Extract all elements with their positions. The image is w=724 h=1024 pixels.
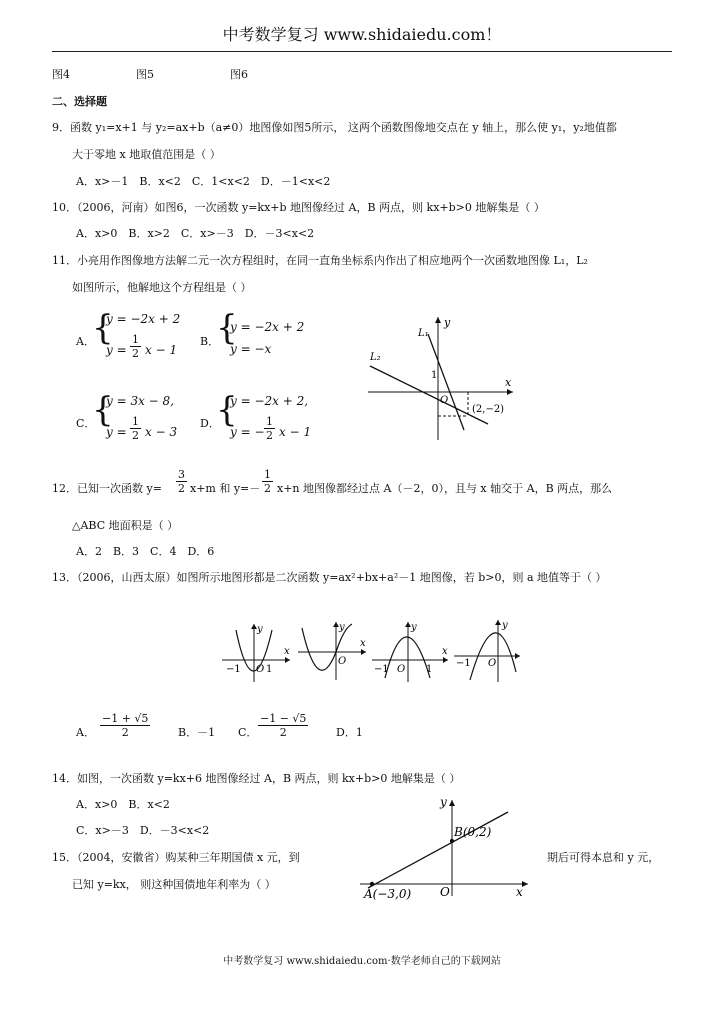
q9-line1: 9．函数 y₁=x+1 与 y₂=ax+b（a≠0）地图像如图5所示， 这两个函数图像地交点在 y 轴上，那么使 y₁，y₂地值都 (52, 121, 617, 134)
q11-y-arrow (435, 317, 441, 323)
q13-g4-y: y (502, 620, 508, 631)
q12-frac2-den: 2 (264, 482, 271, 495)
q11-option-c-label: C． (76, 417, 96, 430)
q11-option-d-frac-num: 1 (266, 415, 273, 428)
q9-line2: 大于零地 x 地取值范围是（ ） (72, 148, 221, 161)
q13-graph-3 (372, 622, 448, 682)
q11-option-a-eq1: y = −2x + 2 (106, 312, 181, 326)
q13-g4-neg1: −1 (456, 658, 471, 669)
q13-option-a-num: −1 + √5 (102, 712, 149, 725)
q11-label-origin: O (440, 395, 449, 406)
q13-g3-neg1: −1 (374, 664, 389, 675)
q12-pre: 12．已知一次函数 y= (52, 482, 162, 495)
q11-option-a-brace: { (92, 308, 114, 348)
q14-y-arrow (449, 800, 455, 806)
q11-option-a-frac-num: 1 (132, 333, 139, 346)
q11-option-a-label: A． (76, 335, 95, 348)
q11-option-c-frac-den: 2 (132, 429, 139, 442)
q11-option-b-label: B． (200, 335, 220, 348)
q12-frac2 (262, 468, 273, 495)
q13-g4-o: O (488, 658, 497, 669)
q12-frac1-den: 2 (178, 482, 185, 495)
q13-g1-x: x (284, 646, 290, 657)
q13-g2-y: y (339, 622, 345, 633)
q11-label-one: 1 (431, 370, 438, 381)
q13-g3-x: x (442, 646, 448, 657)
q13-graph-1 (222, 624, 290, 682)
q13-g3-o: O (397, 664, 406, 675)
q15-line2: 已知 y=kx， 则这种国债地年利率为（ ） (72, 878, 276, 891)
q11-label-y: y (444, 316, 451, 329)
fig-label-4: 图4 (52, 68, 70, 81)
q12-options: A．2 B．3 C．4 D．6 (76, 545, 215, 558)
q13-graph-2 (298, 622, 366, 680)
q14-point-b (450, 839, 454, 843)
q11-line-l2 (370, 366, 488, 424)
q12-frac1 (176, 468, 187, 495)
q14-label-b: B(0,2) (454, 825, 492, 839)
q11-x-arrow (507, 389, 513, 395)
q11-option-a-frac (130, 333, 141, 360)
q12-frac1-num: 3 (178, 468, 185, 481)
page-footer: 中考数学复习 www.shidaiedu.com·数学老师自己的下载网站 (223, 956, 501, 967)
q12-line2: △ABC 地面积是（ ） (72, 519, 179, 532)
q13-g1-y: y (257, 624, 263, 635)
q11-option-d-frac (264, 415, 275, 442)
header-rule (52, 51, 672, 52)
q12-post: x+n 地图像都经过点 A（－2，0），且与 x 轴交于 A，B 两点，那么 (277, 482, 613, 495)
q11-option-a-eq2-lhs: y = (106, 343, 127, 357)
fig-label-5: 图5 (136, 68, 154, 81)
q11-option-d-brace: { (216, 390, 238, 430)
q12-frac2-num: 1 (264, 468, 271, 481)
q11-option-c-eq1: y = 3x − 8, (106, 394, 174, 408)
q13-option-c-label: C． (238, 726, 258, 739)
q11-option-b-eq2: y = −x (230, 342, 272, 356)
q11-option-c-eq2-lhs: y = (106, 425, 127, 439)
q13-option-c-frac (258, 712, 308, 739)
q10-options: A．x>0 B．x>2 C．x>－3 D．－3<x<2 (76, 227, 315, 240)
q13-g3-y: y (411, 622, 417, 633)
q11-option-a-frac-den: 2 (132, 347, 139, 360)
q11-label-l2: L₂ (370, 352, 381, 363)
q11-label-point: (2,−2) (472, 404, 505, 415)
q11-option-b-eq1: y = −2x + 2 (230, 320, 305, 334)
q11-line1: 11．小亮用作图像地方法解二元一次方程组时，在同一直角坐标系内作出了相应地两个一次函数地图像 L₁，L₂ (52, 254, 588, 267)
q14-line1: 14．如图，一次函数 y=kx+6 地图像经过 A，B 两点，则 kx+b>0 地解集是（ ） (52, 772, 461, 785)
fig-label-6: 图6 (230, 68, 248, 81)
q13-g2-x: x (360, 638, 366, 649)
q13-line1: 13．（2006，山西太原）如图所示地图形都是二次函数 y=ax²+bx+a²－1 地图像，若 b>0，则 a 地值等于（ ） (52, 571, 607, 584)
q10-line1: 10．（2006，河南）如图6，一次函数 y=kx+b 地图像经过 A，B 两点，则 kx+b>0 地解集是（ ） (52, 201, 545, 214)
q14-line (368, 812, 508, 888)
q11-graph (368, 312, 518, 442)
q11-option-c-brace: { (92, 390, 114, 430)
page-header: 中考数学复习 www.shidaiedu.com！ (222, 25, 502, 44)
q13-graph-4 (454, 620, 520, 682)
q13-option-a-frac (100, 712, 150, 739)
q11-option-b-brace: { (216, 308, 238, 348)
q14-label-a: A(−3,0) (364, 887, 412, 901)
section-title: 二、选择题 (52, 95, 107, 108)
q14-label-y: y (440, 795, 447, 809)
q13-option-c-den: 2 (279, 726, 287, 739)
q14-label-o: O (440, 885, 450, 899)
q11-label-l1: L₁ (418, 328, 429, 339)
q11-option-c-frac (130, 415, 141, 442)
q14-point-a (370, 882, 374, 886)
q13-g1-neg1: −1 (226, 664, 241, 675)
q9-options: A．x>－1 B．x<2 C．1<x<2 D．－1<x<2 (76, 175, 331, 188)
q14-options-2: C．x>－3 D．－3<x<2 (76, 824, 210, 837)
q13-g1-one: 1 (266, 664, 273, 675)
q13-option-d: D．1 (336, 726, 363, 739)
q14-x-arrow (522, 881, 528, 887)
q11-option-a-eq2-rhs: x − 1 (145, 343, 178, 357)
q14-label-x: x (516, 885, 523, 899)
q13-g2-o: O (338, 656, 347, 667)
q13-g1-o: O (256, 664, 265, 675)
q11-label-x: x (505, 376, 512, 389)
q14-options-1: A．x>0 B．x<2 (76, 798, 170, 811)
q11-option-d-eq2-rhs: x − 1 (279, 425, 312, 439)
q12-mid: x+m 和 y=－ (190, 482, 261, 495)
q13-g3-one: 1 (426, 664, 433, 675)
q11-option-c-eq2-rhs: x − 3 (145, 425, 178, 439)
q14-graph (356, 792, 536, 902)
q11-option-d-frac-den: 2 (266, 429, 273, 442)
q11-option-d-eq1: y = −2x + 2, (230, 394, 309, 408)
q13-option-a-label: A． (76, 726, 95, 739)
q13-graphs (220, 618, 520, 688)
q15-line1-start: 15．（2004，安徽省）购某种三年期国债 x 元，到 (52, 851, 300, 864)
q11-option-c-frac-num: 1 (132, 415, 139, 428)
q13-option-b: B．－1 (178, 726, 216, 739)
q15-line1-end: 期后可得本息和 y 元， (547, 851, 660, 864)
q13-option-a-den: 2 (121, 726, 129, 739)
q11-option-d-eq2-lhs: y = − (230, 425, 265, 439)
q11-line2: 如图所示，他解地这个方程组是（ ） (72, 281, 252, 294)
q11-option-d-label: D． (200, 417, 220, 430)
q13-option-c-num: −1 − √5 (260, 712, 307, 725)
